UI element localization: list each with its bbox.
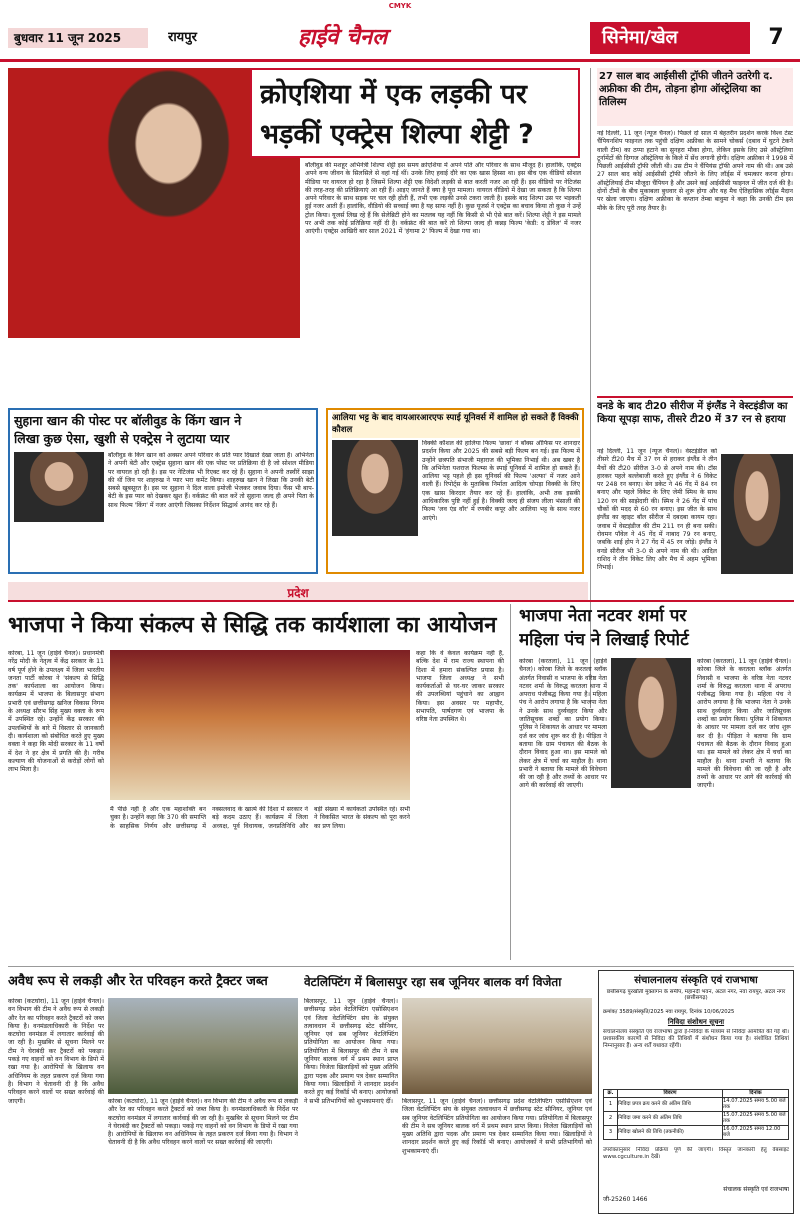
masthead xyxy=(0,14,800,62)
pradesh-banner xyxy=(8,582,588,600)
cricketer-photo xyxy=(721,454,793,574)
wood-headline: अवैध रूप से लकड़ी और रेत परिवहन करते ट्रैक्टर जब्त xyxy=(8,974,268,989)
notice-table-cell: 2 xyxy=(604,1111,618,1125)
notice-phone: जी-25260 1466 xyxy=(603,1196,648,1203)
weightlifting-photo xyxy=(402,998,592,1094)
bjp-body-col2: मैं पीछे नहीं है और एक महाशक्ति बन चुका है। उन्होंने कहा कि 370 की समाप्ति के साहसिक निर्णय और छत्तीसगढ़ में नक्सलवाद के खात्मे की दिशा में सरकार ने बड़े कदम उठाए हैं। कार्यक्रम में जिला अध्यक्ष, पूर्व विधायक, जनप्रतिनिधि और बड़ी संख्या में कार्यकर्ता उपस्थित रहे। सभी ने विकसित भारत के संकल्प को पूरा करने का प्रण लिया। xyxy=(110,806,410,830)
suhana-story-body: बॉलीवुड के किंग खान को अक्सर अपने परिवार के प्रति प्यार दिखाते देखा जाता है। अभिनेता ने अपनी बेटी और एक्ट्रेस सुहाना खान की एक पोस्ट पर प्रतिक्रिया दी है जो सोशल मीडिया पर वायरल हो रही है। इस पर नेटिजंस भी रिएक्ट कर रहे हैं। सुहाना ने अपनी तस्वीरें साझा की थीं जिन पर शाहरुख ने प्यार भरा कमेंट किया। शाहरुख खान ने लिखा कि उनकी बेटी सबसे खूबसूरत है। इस पर सुहाना ने दिल वाला इमोजी भेजकर जवाब दिया। फैंस भी बाप-बेटी के इस प्यार को देखकर खुश हैं। वर्कफ्रंट की बात करें तो सुहाना जल्द ही अपने पिता के साथ फिल्म 'किंग' में नजर आएंगी जिसका निर्देशन सिद्धार्थ आनंद कर रहे हैं। xyxy=(108,452,314,509)
masthead-city: रायपुर xyxy=(168,30,197,45)
natwar-headline-line1: भाजपा नेता नटवर शर्मा पर xyxy=(519,606,687,626)
natwar-story xyxy=(510,604,794,960)
cmyk-mark: CMYK xyxy=(388,2,412,10)
suhana-story-box xyxy=(8,408,318,574)
notice-table-cell: 3 xyxy=(604,1125,618,1139)
notice-heading: निविदा संशोधन सूचना xyxy=(667,1018,725,1026)
notice-table-cell: निविदा खोलने की तिथि (तकनीकी) xyxy=(618,1125,723,1139)
notice-table-row xyxy=(604,1097,789,1111)
notice-table-cell: 16.07.2025 समय 12.00 बजे xyxy=(723,1125,789,1139)
right-story1-headline: 27 साल बाद आईसीसी ट्रॉफी जीतने उतरेगी द. अफ्रीका की टीम, तोड़ना होगा ऑस्ट्रेलिया का तिलिस्म xyxy=(597,68,793,126)
notice-table-header: विवरण xyxy=(618,1090,723,1098)
wood-photo xyxy=(108,998,298,1094)
notice-table-cell: निविदा प्रपत्र क्रय करने की अंतिम तिथि xyxy=(618,1097,723,1111)
right-story2-headline: वनडे के बाद टी20 सीरीज में इंग्लैंड ने वेस्टइंडीज का किया सूपड़ा साफ, तीसरे टी20 में 37 रन से हराया xyxy=(597,396,793,444)
natwar-headline-line2: महिला पंच ने लिखाई रिपोर्ट xyxy=(519,630,689,650)
vicky-photo xyxy=(332,440,418,536)
bjp-event-photo xyxy=(110,650,410,800)
notice-table-row xyxy=(604,1111,789,1125)
vicky-story-box xyxy=(326,408,584,574)
weightlifting-body-col1: बिलासपुर, 11 जून (हाईवे चैनल)। छत्तीसगढ़ प्रदेश वेटलिफ्टिंग एसोसिएशन एवं जिला वेटलिफ्टिंग संघ के संयुक्त तत्वावधान में छत्तीसगढ़ स्टेट सीनियर, जूनियर एवं सब जूनियर वेटलिफ्टिंग प्रतियोगिता का आयोजन किया गया। प्रतियोगिता में बिलासपुर की टीम ने सब जूनियर बालक वर्ग में प्रथम स्थान प्राप्त किया। विजेता खिलाड़ियों को मुख्य अतिथि द्वारा पदक और प्रमाण पत्र देकर सम्मानित किया गया। खिलाड़ियों ने शानदार प्रदर्शन करते हुए कई रिकॉर्ड भी बनाए। आयोजकों ने सभी प्रतिभागियों को शुभकामनाएं दीं। xyxy=(304,998,398,1105)
notice-body: संचालनालय संस्कृति एवं राजभाषा द्वारा ई-निविदा के माध्यम से निविदा आमंत्रित की गई थी। प्रशासकीय कारणों से निविदा की तिथियों में संशोधन किया गया है। संशोधित तिथियां निम्नानुसार हैं। अन्य शर्तें यथावत रहेंगी। xyxy=(603,1029,789,1050)
wood-body-col2: कोरबा (कटघोरा), 11 जून (हाईवे चैनल)। वन विभाग की टीम ने अवैध रूप से लकड़ी और रेत का परिवहन करते ट्रैक्टरों को जब्त किया है। वनमंडलाधिकारी के निर्देश पर कटघोरा वनमंडल में लगातार कार्रवाई की जा रही है। मुखबिर से सूचना मिलने पर टीम ने घेराबंदी कर ट्रैक्टरों को पकड़ा। पकड़े गए वाहनों को वन विभाग के डिपो में रखा गया है। आरोपियों के खिलाफ वन अधिनियम के तहत प्रकरण दर्ज किया गया है। विभाग ने चेतावनी दी है कि अवैध परिवहन करने वालों पर सख्त कार्रवाई की जाएगी। xyxy=(108,1098,298,1147)
natwar-body-left: कोरबा (करतला), 11 जून (हाईवे चैनल)। कोरबा जिले के करतला ब्लॉक अंतर्गत निवासी व भाजपा के वरिष्ठ नेता नटवर शर्मा के विरुद्ध करतला थाना में अपराध पंजीबद्ध किया गया है। महिला पंच ने आरोप लगाया है कि भाजपा नेता ने उनके साथ दुर्व्यवहार किया और जातिसूचक शब्दों का प्रयोग किया। पुलिस ने शिकायत के आधार पर मामला दर्ज कर जांच शुरू कर दी है। पीड़िता ने बताया कि ग्राम पंचायत की बैठक के दौरान विवाद हुआ था। इस मामले को लेकर क्षेत्र में चर्चा का माहौल है। थाना प्रभारी ने बताया कि मामले की विवेचना की जा रही है और तथ्यों के आधार पर आगे की कार्रवाई की जाएगी। xyxy=(519,658,607,790)
tender-notice xyxy=(598,970,794,1214)
right-story1-body: नई दिल्ली, 11 जून (न्यूज चैनल)। पिछले दो साल में बेहतरीन प्रदर्शन करके विश्व टेस्ट चैंपियनशिप फाइनल तक पहुंची दक्षिण अफ्रीका के सामने चोकर्स (दबाव में घुटने टेकने वाली टीम) का ठप्पा हटाने का सुनहरा मौका होगा, लेकिन इसके लिए उसे ऑस्ट्रेलिया टूर्नामेंटों की दिग्गज ऑस्ट्रेलिया के किले में सेंध लगानी होगी। दक्षिण अफ्रीका ने 1998 में पिछली आईसीसी ट्रॉफी जीती थी। उस टीम ने चैंपियंस ट्रॉफी अपने नाम की थी। अब उसे 27 साल बाद कोई आईसीसी ट्रॉफी जीतने के लिए लॉर्ड्स में चमत्कार करना होगा। ऑस्ट्रेलियाई टीम मौजूदा चैंपियन है और उसने कई आईसीसी फाइनल में जीत दर्ज की है। दोनों टीमों के बीच मुकाबला बुधवार से शुरू होगा और यह मैच ऐतिहासिक लॉर्ड्स मैदान पर खेला जाएगा। दक्षिण अफ्रीका के कप्तान तेम्बा बावुमा ने कहा कि उनकी टीम इस मौके के लिए पूरी तरह तैयार है। xyxy=(597,130,793,212)
notice-table-row xyxy=(604,1125,789,1139)
bjp-headline: भाजपा ने किया संकल्प से सिद्धि तक कार्यशाला का आयोजन xyxy=(8,613,497,638)
vicky-headline: आलिया भट्ट के बाद वायआरआरएफ स्पाई यूनिवर्स में शामिल हो सकते हैं विक्की कौशल xyxy=(332,412,580,438)
channel-logo: हाईवे चैनल xyxy=(298,25,388,50)
notice-footer: उपरोक्तानुसार निविदा प्रक्रिया पूर्ण की जाएगी। विस्तृत जानकारी हेतु वेबसाइट www.cgculture.in देखें। xyxy=(603,1147,789,1160)
notice-table xyxy=(603,1089,789,1140)
notice-table-cell: 15.07.2025 समय 5.00 बजे तक xyxy=(723,1111,789,1125)
notice-table-cell: 1 xyxy=(604,1097,618,1111)
section-label: सिनेमा/खेल xyxy=(590,22,750,54)
suhana-headline-line1: सुहाना खान की पोस्ट पर बॉलीवुड के किंग खान ने xyxy=(14,413,242,428)
lead-story-body: बॉलीवुड की मशहूर अभिनेत्री शिल्पा शेट्टी इस समय क्रोएशिया में अपने पति और परिवार के साथ मौजूद हैं। हालांकि, एक्ट्रेस अपने वन्य जीवन के सिलसिले से वहां गई थीं। उनके लिए हवाई दौरे का एक खास हिस्सा था। इस बीच एक वीडियो सोशल मीडिया पर वायरल हो रहा है जिसमें शिल्पा शेट्टी एक विदेशी लड़की से बात करती नजर आ रही हैं। इस वीडियो पर नेटिजंस की तरह-तरह की प्रतिक्रियाएं आ रही हैं। आइए जानते हैं क्या है पूरा मामला। वायरल वीडियो में देखा जा सकता है कि शिल्पा अपने परिवार के साथ सड़क पर चल रही होती हैं, तभी एक लड़की उनसे टकरा जाती है। इसके बाद शिल्पा उस पर भड़कती हुई नजर आती हैं। हालांकि, वीडियो की सच्चाई क्या है यह साफ नहीं है। कुछ यूजर्स ने एक्ट्रेस का बचाव किया तो कुछ ने उन्हें ट्रोल किया। यूजर्स लिख रहे हैं कि सेलेब्रिटी होने का मतलब यह नहीं कि किसी से भी ऐसे बात करें। शिल्पा शेट्टी ने इस मामले पर अभी तक कोई प्रतिक्रिया नहीं दी है। वर्कफ्रंट की बात करें तो शिल्पा जल्द ही कन्नड़ फिल्म 'केडी: द डेविल' में नजर आएंगी। एक्ट्रेस आखिरी बार साल 2021 में 'हंगामा 2' फिल्म में देखा गया था। xyxy=(305,162,581,236)
notice-table-header: क्र. xyxy=(604,1090,618,1098)
pradesh-label: प्रदेश xyxy=(287,586,309,600)
lead-headline-box xyxy=(250,68,580,158)
bjp-body-col1: कोरबा, 11 जून (हाईवे चैनल)। प्रधानमंत्री नरेंद्र मोदी के नेतृत्व में केंद्र सरकार के 11 वर्ष पूर्ण होने के उपलक्ष्य में जिला भारतीय जनता पार्टी कोरबा ने 'संकल्प से सिद्धि तक' कार्यशाला का आयोजन किया। कार्यक्रम में भाजपा के बिलासपुर संभाग प्रभारी एवं छत्तीसगढ़ खनिज विकास निगम के अध्यक्ष सौरभ सिंह मुख्य वक्ता के रूप में उपस्थित रहे। उन्होंने केंद्र सरकार की उपलब्धियों के बारे में विस्तार से जानकारी दी। कार्यशाला को संबोधित करते हुए मुख्य वक्ता ने कहा कि मोदी सरकार के 11 वर्षों में देश ने हर क्षेत्र में प्रगति की है। गरीब कल्याण की योजनाओं से करोड़ों लोगों को लाभ मिला है। xyxy=(8,650,104,774)
lead-headline-line2: भड़कीं एक्ट्रेस शिल्पा शेट्टी ? xyxy=(260,119,534,150)
weightlifting-headline: वेटलिफ्टिंग में बिलासपुर रहा सब जूनियर बालक वर्ग विजेता xyxy=(304,975,562,989)
suhana-headline-line2: लिखा कुछ ऐसा, खुशी से एक्ट्रेस ने लुटाया प्यार xyxy=(14,431,230,446)
lead-headline-line1: क्रोएशिया में एक लड़की पर xyxy=(260,79,527,110)
notice-table-header: दिनांक xyxy=(723,1090,789,1098)
masthead-date: बुधवार 11 जून 2025 xyxy=(8,28,148,48)
notice-table-cell: 14.07.2025 समय 5.00 बजे तक xyxy=(723,1097,789,1111)
notice-table-cell: निविदा जमा करने की अंतिम तिथि xyxy=(618,1111,723,1125)
page-number: 7 xyxy=(768,25,784,50)
notice-subtitle: छत्तीसगढ़ पुरखौती मुक्तांगन के समीप, महानदी भवन, अटल नगर, नवा रायपुर, अटल नगर (छत्तीसगढ़) xyxy=(606,989,786,1001)
pradesh-divider xyxy=(8,600,794,602)
wood-body-col1: कोरबा (कटघोरा), 11 जून (हाईवे चैनल)। वन विभाग की टीम ने अवैध रूप से लकड़ी और रेत का परिवहन करते ट्रैक्टरों को जब्त किया है। वनमंडलाधिकारी के निर्देश पर कटघोरा वनमंडल में लगातार कार्रवाई की जा रही है। मुखबिर से सूचना मिलने पर टीम ने घेराबंदी कर ट्रैक्टरों को पकड़ा। पकड़े गए वाहनों को वन विभाग के डिपो में रखा गया है। आरोपियों के खिलाफ वन अधिनियम के तहत प्रकरण दर्ज किया गया है। विभाग ने चेतावनी दी है कि अवैध परिवहन करने वालों पर सख्त कार्रवाई की जाएगी। xyxy=(8,998,104,1105)
vicky-story-body: विक्की कौशल की हालिया फिल्म 'छावा' ने बॉक्स ऑफिस पर शानदार प्रदर्शन किया और 2025 की सबसे बड़ी फिल्म बन गई। इस फिल्म में उन्होंने छत्रपति संभाजी महाराज की भूमिका निभाई थी। अब खबर है कि अभिनेता यशराज फिल्म्स के स्पाई यूनिवर्स में शामिल हो सकते हैं। आलिया भट्ट पहले ही इस यूनिवर्स की फिल्म 'अल्फा' में नजर आने वाली हैं। रिपोर्ट्स के मुताबिक निर्माता आदित्य चोपड़ा विक्की के लिए एक खास किरदार तैयार कर रहे हैं। हालांकि, अभी तक इसकी आधिकारिक पुष्टि नहीं हुई है। विक्की जल्द ही संजय लीला भंसाली की फिल्म 'लव एंड वॉर' में रणबीर कपूर और आलिया भट्ट के साथ नजर आएंगे। xyxy=(422,440,580,522)
right-story2-body: नई दिल्ली, 11 जून (न्यूज चैनल)। वेस्टइंडीज को तीसरे टी20 मैच में 37 रन से हराकर इंग्लैंड ने तीन मैचों की टी20 सीरीज 3-0 से अपने नाम की। टॉस हारकर पहले बल्लेबाजी करते हुए इंग्लैंड ने 6 विकेट पर 248 रन बनाए। बेन डकेट ने 46 गेंद में 84 रन बनाए और पहले विकेट के लिए जेमी स्मिथ के साथ 120 रन की साझेदारी की। स्मिथ ने 26 गेंद में पांच चौकों की मदद से 60 रन बनाए। इस जीत के साथ इंग्लैंड का व्हाइट बॉल सीरीज में दबदबा कायम रहा। जवाब में वेस्टइंडीज की टीम 211 रन ही बना सकी। रोवमन पॉवेल ने 45 गेंद में नाबाद 79 रन बनाए, जबकि शाई होप ने 27 गेंद में 45 रन जोड़े। इंग्लैंड ने वनडे सीरीज भी 3-0 से अपने नाम की थी। आदिल राशिद ने तीन विकेट लिए और मैच में अहम भूमिका निभाई। xyxy=(597,448,717,572)
bjp-body-col3: कहा कि वे केवल कार्यक्रम नहीं हैं, बल्कि देश में राम राज्य स्थापना की दिशा में हमारा संकल्पित प्रयास है। भाजपा जिला अध्यक्ष ने सभी कार्यकर्ताओं से घर-घर जाकर सरकार की उपलब्धियां पहुंचाने का आह्वान किया। इस अवसर पर महापौर, सभापति, पार्षदगण एवं भाजपा के वरिष्ठ नेता उपस्थित थे। xyxy=(416,650,504,724)
weightlifting-body-col2: बिलासपुर, 11 जून (हाईवे चैनल)। छत्तीसगढ़ प्रदेश वेटलिफ्टिंग एसोसिएशन एवं जिला वेटलिफ्टिंग संघ के संयुक्त तत्वावधान में छत्तीसगढ़ स्टेट सीनियर, जूनियर एवं सब जूनियर वेटलिफ्टिंग प्रतियोगिता का आयोजन किया गया। प्रतियोगिता में बिलासपुर की टीम ने सब जूनियर बालक वर्ग में प्रथम स्थान प्राप्त किया। विजेता खिलाड़ियों को मुख्य अतिथि द्वारा पदक और प्रमाण पत्र देकर सम्मानित किया गया। खिलाड़ियों ने शानदार प्रदर्शन करते हुए कई रिकॉर्ड भी बनाए। आयोजकों ने सभी प्रतिभागियों को शुभकामनाएं दीं। xyxy=(402,1098,592,1155)
section-divider xyxy=(8,966,794,967)
suhana-photo xyxy=(14,452,104,522)
natwar-body-right: कोरबा (करतला), 11 जून (हाईवे चैनल)। कोरबा जिले के करतला ब्लॉक अंतर्गत निवासी व भाजपा के वरिष्ठ नेता नटवर शर्मा के विरुद्ध करतला थाना में अपराध पंजीबद्ध किया गया है। महिला पंच ने आरोप लगाया है कि भाजपा नेता ने उनके साथ दुर्व्यवहार किया और जातिसूचक शब्दों का प्रयोग किया। पुलिस ने शिकायत के आधार पर मामला दर्ज कर जांच शुरू कर दी है। पीड़िता ने बताया कि ग्राम पंचायत की बैठक के दौरान विवाद हुआ था। इस मामले को लेकर क्षेत्र में चर्चा का माहौल है। थाना प्रभारी ने बताया कि मामले की विवेचना की जा रही है और तथ्यों के आधार पर आगे की कार्रवाई की जाएगी। xyxy=(697,658,791,790)
notice-title: संचालनालय संस्कृति एवं राजभाषा xyxy=(634,975,758,986)
notice-signature: संचालक संस्कृति एवं राजभाषा xyxy=(723,1186,789,1193)
natwar-photo xyxy=(611,658,691,788)
notice-ref: क्रमांक/ 3589/संस्कृति/2025 नवा रायपुर, दिनांक 10/06/2025 xyxy=(603,1009,735,1015)
